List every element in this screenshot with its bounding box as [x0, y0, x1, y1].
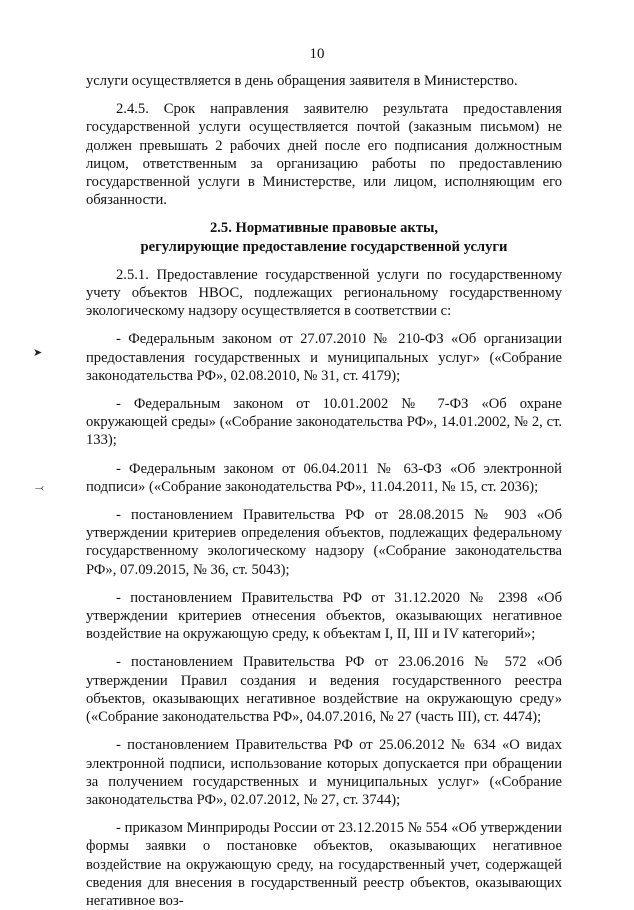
list-item: - постановлением Правительства РФ от 23.06.2016 № 572 «Об утверждении Правил создания и ведения государственного реестра объектов, оказывающих негативное воздействие на окружающую среду» («Собрание законодательства РФ», 04.07.2016, № 27 (часть III), ст. 4474); [86, 654, 562, 726]
margin-mark-icon: ⤙ [35, 481, 44, 494]
list-item: - Федеральным законом от 27.07.2010 № 210-ФЗ «Об организации предоставления государственных и муниципальных услуг» («Собрание законодательства РФ», 02.08.2010, № 31, ст. 4179); [86, 331, 562, 384]
section-heading [86, 219, 562, 255]
paragraph: услуги осуществляется в день обращения заявителя в Министерство. [86, 73, 518, 89]
section-heading-line: 2.5. Нормативные правовые акты, [209, 220, 439, 237]
document-body [86, 72, 562, 910]
list-item: - Федеральным законом от 06.04.2011 № 63-ФЗ «Об электронной подписи» («Собрание законодательства РФ», 11.04.2011, № 15, ст. 2036); [86, 460, 562, 495]
paragraph: 2.4.5. Срок направления заявителю результата предоставления государственной услуги осуществляется почтой (заказным письмом) не должен превышать 2 рабочих дней после его подписания должностным лицом, ответственным за организацию работы по предоставлению государственной услуги в Министерстве, или лицом, исполняющим его обязанности. [86, 101, 562, 209]
list-item: - постановлением Правительства РФ от 25.06.2012 № 634 «О видах электронной подписи, использование которых допускается при обращении за получением государственных и муниципальных услуг» («Собрание законодательства РФ», 02.07.2012, № 27, ст. 3744); [86, 737, 562, 808]
margin-mark-icon: ➤ [33, 346, 43, 359]
paragraph: 2.5.1. Предоставление государственной услуги по государственному учету объектов НВОС, подлежащих региональному государственному экологическому надзору осуществляется в соответствии с: [86, 266, 562, 320]
list-item: - постановлением Правительства РФ от 28.08.2015 № 903 «Об утверждении критериев определения объектов, подлежащих федеральному государственному экологическому надзору («Собрание законодательства РФ», 07.09.2015, № 36, ст. 5043); [86, 507, 562, 578]
page-number: 10 [309, 46, 325, 62]
list-item: - постановлением Правительства РФ от 31.12.2020 № 2398 «Об утверждении критериев отнесения объектов, оказывающих негативное воздействие на окружающую среду, к объектам I, II, III и IV категорий»; [86, 589, 562, 643]
list-item: - приказом Минприроды России от 23.12.2015 № 554 «Об утверждении формы заявки о постановке объектов, оказывающих негативное воздействие на окружающую среду, на государственный учет, содержащей сведения для внесения в государственный реестр объектов, оказывающих негативное воз- [86, 820, 562, 909]
section-heading-line: регулирующие предоставление государственной услуги [140, 238, 508, 255]
list-item: - Федеральным законом от 10.01.2002 № 7-ФЗ «Об охране окружающей среды» («Собрание законодательства РФ», 14.01.2002, № 2, ст. 133); [86, 396, 562, 449]
